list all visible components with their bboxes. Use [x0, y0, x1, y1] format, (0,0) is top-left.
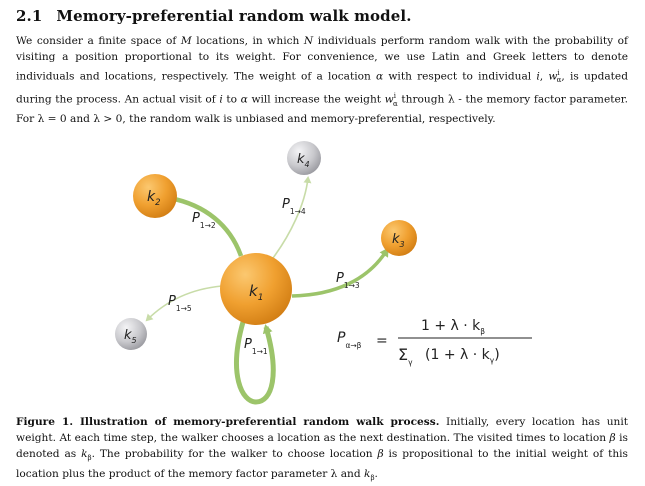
edge-label-p12: $P_{1\to 2}$ — [192, 211, 216, 230]
figure-caption — [16, 415, 628, 486]
math-symbol: α — [376, 70, 384, 83]
edge-1-to-4-arrow — [273, 178, 308, 258]
edge-1-to-1-loop-arrow — [237, 322, 274, 402]
math-symbol: N — [303, 35, 314, 47]
math-symbol: w — [384, 93, 394, 106]
edge-label-p14: $P_{1\to 4}$ — [282, 197, 306, 216]
text-run: individuals perform random walk with the probability of visiting a position proportional to its weight. For convenience, we use Latin and Greek letters to denote individuals and locations, respectively. The weight of a location — [16, 35, 628, 83]
math-symbol: k — [81, 447, 88, 460]
formula-denominator: $(1 + \lambda \cdot k_\gamma)$ — [425, 347, 500, 365]
text-run: . The probability for the walker to choose location — [91, 447, 378, 460]
formula-numerator: $1 + \lambda \cdot k_\beta$ — [421, 318, 486, 336]
node-k4-label: $k_4$ — [297, 152, 310, 169]
text-run: with respect to individual — [383, 70, 537, 83]
math-symbol: λ — [447, 93, 455, 106]
math-expression: λ = 0 — [37, 113, 67, 126]
edge-label-p11: $P_{1\to 1}$ — [244, 337, 268, 356]
formula-lhs: $P_{\alpha\to\beta}$ — [337, 330, 362, 350]
edge-label-p15: $P_{1\to 5}$ — [168, 294, 192, 313]
text-run: will increase the weight — [247, 93, 385, 106]
math-symbol: β — [609, 431, 616, 444]
text-run: , is updated during the process. An actual visit of — [16, 70, 628, 106]
text-run: Initially, every location has unit weight. At each time step, the walker chooses a location as the next destination. The visited times to location — [16, 416, 628, 444]
text-run: - the memory factor parameter. For — [16, 93, 629, 126]
math-symbol: β — [377, 447, 384, 460]
node-k5-label: $k_5$ — [124, 328, 137, 345]
edge-label-p13: $P_{1\to 3}$ — [336, 271, 360, 290]
text-run: and — [66, 113, 94, 126]
node-k2-label: $k_2$ — [147, 189, 161, 208]
math-symbol: λ — [330, 467, 338, 480]
text-run: is propositional to the initial weight of this location plus the product of the memory factor parameter — [16, 447, 628, 480]
text-run: , — [539, 70, 549, 83]
text-run: is denoted as — [16, 431, 628, 460]
caption-title: Figure 1. Illustration of memory-preferential random walk process. — [16, 416, 440, 428]
text-run: We consider a finite space of — [16, 35, 181, 47]
math-symbol: w — [548, 70, 558, 83]
math-symbol: α — [240, 93, 248, 106]
math-subscript: α — [556, 76, 562, 85]
node-k3-label: $k_3$ — [392, 232, 405, 249]
math-subscript: α — [393, 99, 398, 108]
formula-sigma: $\Sigma_\gamma$ — [398, 345, 413, 367]
text-run: . — [374, 467, 378, 480]
math-subscript: β — [87, 453, 92, 462]
math-superscript: i — [557, 68, 560, 77]
node-k1-label: $k_1$ — [249, 282, 264, 303]
section-title: Memory-preferential random walk model. — [56, 7, 412, 25]
text-run: and — [337, 467, 365, 480]
formula-equals: = — [376, 333, 388, 349]
text-run: , the random walk is unbiased and memory-preferential, respectively. — [122, 113, 496, 126]
math-symbol: k — [364, 467, 371, 480]
math-subscript: β — [370, 473, 375, 482]
math-expression: λ > 0 — [93, 113, 123, 126]
math-symbol: i — [536, 70, 540, 83]
math-symbol: M — [180, 35, 192, 47]
edge-1-to-5-arrow — [147, 286, 222, 320]
text-run: to — [222, 93, 241, 106]
math-symbol: i — [219, 93, 223, 106]
text-run: through — [397, 93, 448, 106]
text-run: locations, in which — [191, 35, 304, 47]
math-superscript: i — [393, 92, 396, 101]
section-number: 2.1 — [16, 7, 43, 25]
